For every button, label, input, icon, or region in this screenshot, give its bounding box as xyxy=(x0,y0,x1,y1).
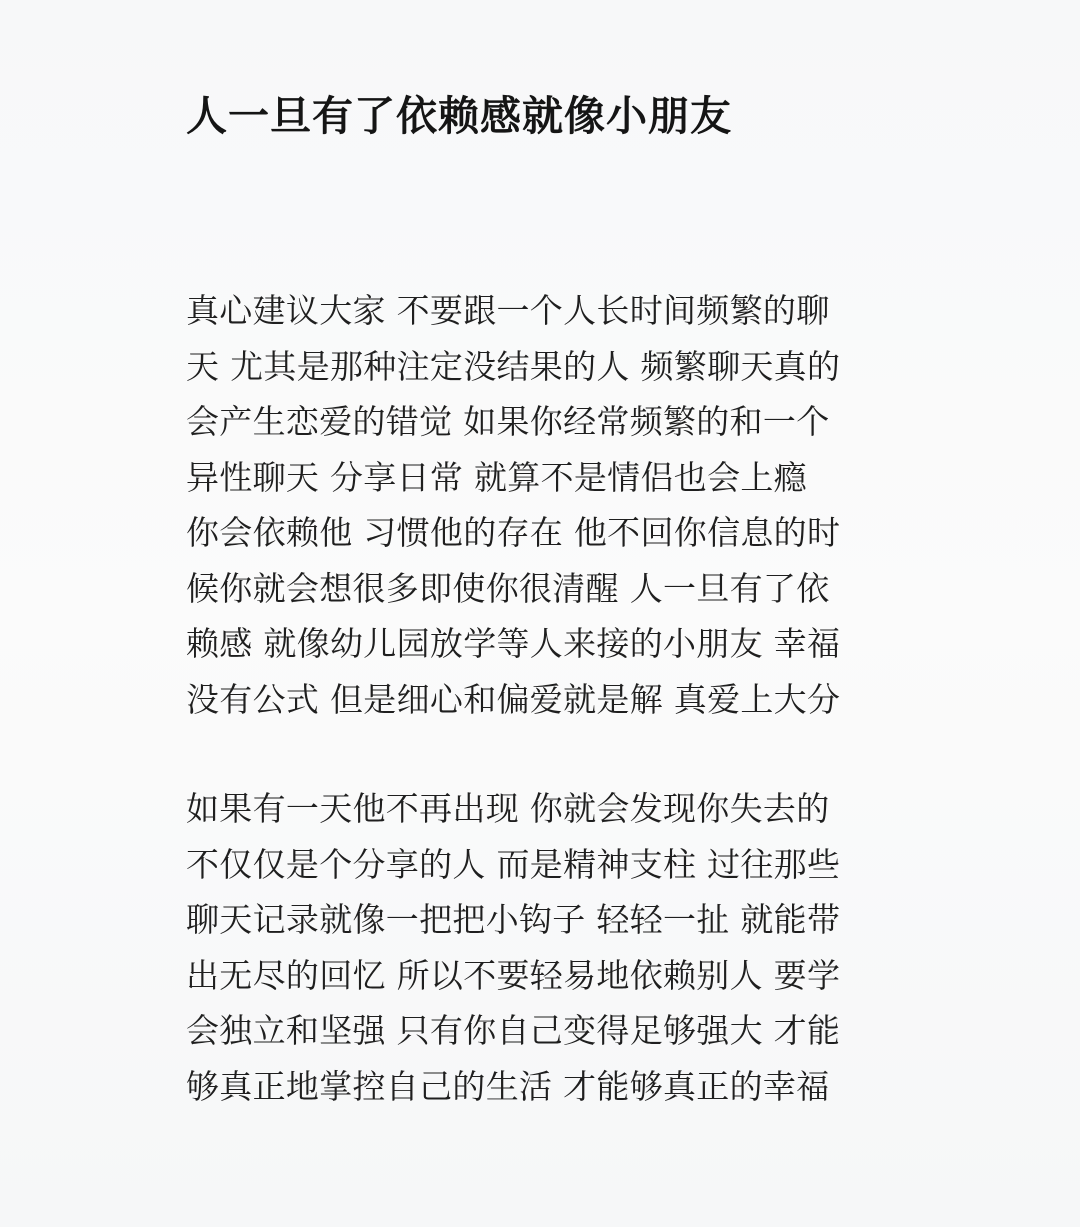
paragraph-line: 会独立和坚强 只有你自己变得足够强大 才能 xyxy=(186,1011,841,1050)
paragraph-line: 天 尤其是那种注定没结果的人 频繁聊天真的 xyxy=(186,346,841,386)
paragraph-line: 出无尽的回忆 所以不要轻易地依赖别人 要学 xyxy=(186,955,841,995)
paragraph-1 xyxy=(186,283,840,727)
paragraph-line: 没有公式 但是细心和偏爱就是解 真爱上大分 xyxy=(186,679,841,719)
paragraph-2 xyxy=(186,781,840,1114)
paragraph-line: 会产生恋爱的错觉 如果你经常频繁的和一个 xyxy=(186,402,830,441)
paragraph-line: 你会依赖他 习惯他的存在 他不回你信息的时 xyxy=(186,513,841,552)
paragraph-line: 候你就会想很多即使你很清醒 人一旦有了依 xyxy=(186,568,830,608)
paragraph-line: 够真正地掌控自己的生活 才能够真正的幸福 xyxy=(186,1066,830,1106)
paragraph-line: 聊天记录就像一把把小钩子 轻轻一扯 就能带 xyxy=(186,900,841,939)
paragraph-line: 不仅仅是个分享的人 而是精神支柱 过往那些 xyxy=(186,844,841,884)
paragraph-line: 真心建议大家 不要跟一个人长时间频繁的聊 xyxy=(186,291,830,330)
paragraph-line: 赖感 就像幼儿园放学等人来接的小朋友 幸福 xyxy=(186,624,841,663)
article-title: 人一旦有了依赖感就像小朋友 xyxy=(186,92,732,140)
paragraph-line: 异性聊天 分享日常 就算不是情侣也会上瘾 xyxy=(186,457,807,497)
paragraph-line: 如果有一天他不再出现 你就会发现你失去的 xyxy=(186,789,830,828)
